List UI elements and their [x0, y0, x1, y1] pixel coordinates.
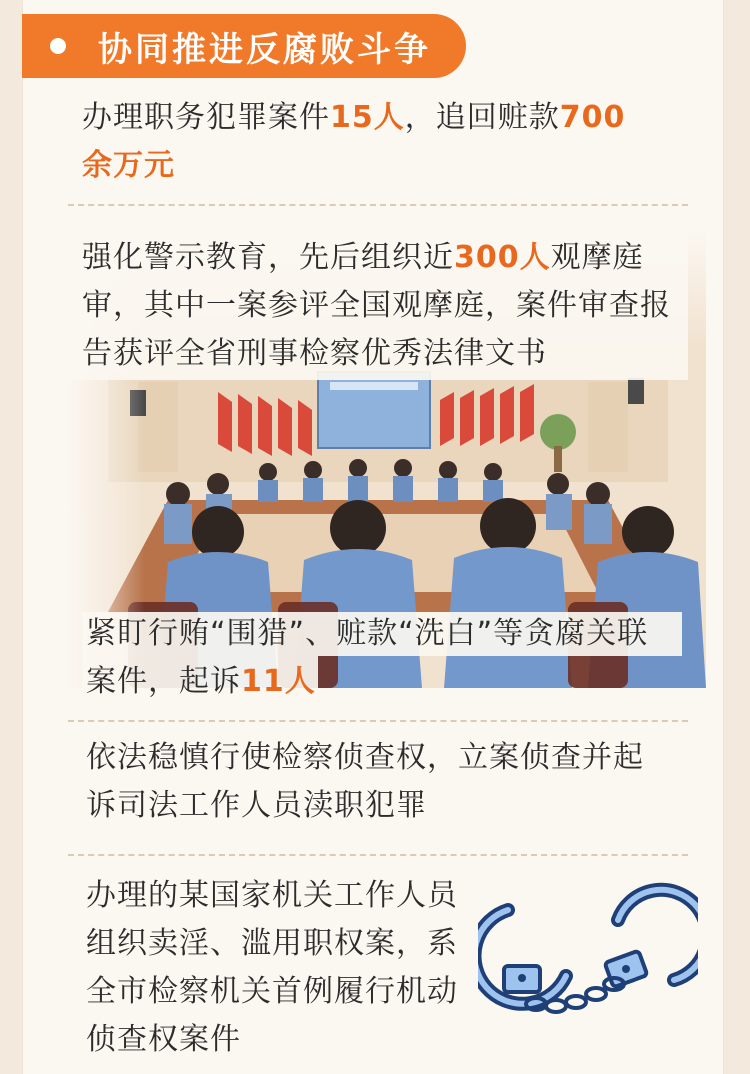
- item-2-line-2: 审，其中一案参评全国观摩庭，案件审查报: [82, 288, 671, 323]
- item-4-line-2: 诉司法工作人员渎职犯罪: [86, 788, 427, 823]
- item-1-number-amount: 700: [559, 100, 626, 135]
- item-1-unit: 余万元: [82, 148, 175, 183]
- item-5-line-2: 组织卖淫、滥用职权案，系: [86, 926, 458, 961]
- item-1-text-mid: ，追回赃款: [404, 100, 560, 135]
- item-4: [86, 734, 696, 830]
- item-3: [86, 610, 696, 706]
- item-3-number-people: 11人: [241, 664, 316, 699]
- item-5-line-1: 办理的某国家机关工作人员: [86, 878, 458, 913]
- item-5-line-3: 全市检察机关首例履行机动: [86, 974, 458, 1009]
- divider: [68, 204, 688, 206]
- item-2: [82, 234, 692, 378]
- bullet-dot-icon: [50, 38, 66, 54]
- item-4-line-1: 依法稳慎行使检察侦查权，立案侦查并起: [86, 740, 644, 775]
- item-1: [82, 94, 692, 190]
- item-2-number-people: 300人: [454, 240, 551, 275]
- section-header: [22, 14, 466, 78]
- item-2-text: 强化警示教育，先后组织近: [82, 240, 454, 275]
- item-5-line-4: 侦查权案件: [86, 1022, 241, 1057]
- item-3-text: 案件，起诉: [86, 664, 241, 699]
- divider: [68, 854, 688, 856]
- item-5: [86, 872, 486, 1064]
- section-title: 协同推进反腐败斗争: [98, 29, 431, 70]
- item-1-text: 办理职务犯罪案件: [82, 100, 330, 135]
- item-2-text-post: 观摩庭: [550, 240, 644, 275]
- item-2-line-3: 告获评全省刑事检察优秀法律文书: [82, 336, 547, 371]
- item-3-line-1: 紧盯行贿“围猎”、赃款“洗白”等贪腐关联: [86, 616, 649, 651]
- item-1-number-people: 15人: [330, 100, 405, 135]
- handcuffs-icon: [478, 880, 698, 1030]
- divider: [68, 720, 688, 722]
